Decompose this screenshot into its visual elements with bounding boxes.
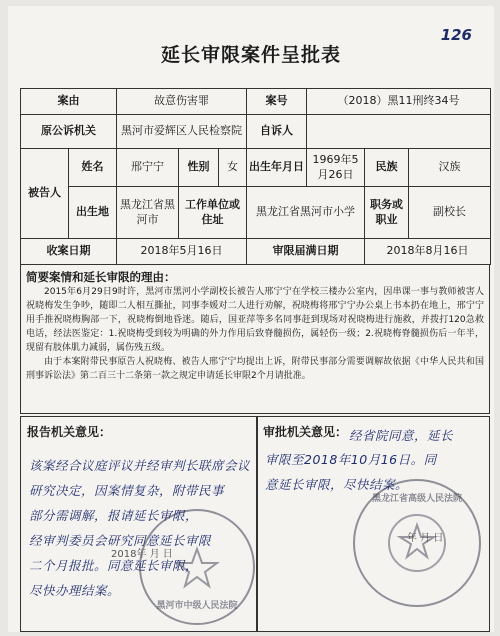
birth-value: 1969年5月26日 bbox=[307, 149, 365, 187]
birthplace-value: 黑龙江省黑河市 bbox=[117, 187, 179, 239]
handwriting-line: 意延长审限，尽快结案。 bbox=[265, 477, 409, 492]
received-date-label: 收案日期 bbox=[21, 239, 117, 265]
employer-label: 工作单位或住址 bbox=[179, 187, 247, 239]
received-date-value: 2018年5月16日 bbox=[117, 239, 247, 265]
prosecutor-value: 黑河市爱辉区人民检察院 bbox=[117, 115, 247, 149]
birthplace-label: 出生地 bbox=[69, 187, 117, 239]
prosecutor-label: 原公诉机关 bbox=[21, 115, 117, 149]
defendant-label: 被告人 bbox=[21, 149, 69, 239]
birth-label: 出生年月日 bbox=[247, 149, 307, 187]
employer-value: 黑龙江省黑河市小学 bbox=[247, 187, 365, 239]
court-seal-text: 黑河市中级人民法院 bbox=[156, 601, 238, 611]
approval-heading: 审批机关意见： bbox=[263, 425, 348, 439]
case-cause-value: 故意伤害罪 bbox=[117, 89, 247, 115]
handwriting-line: 部分需调解，报请延长审限， bbox=[29, 508, 199, 523]
facts-paragraph: 2015年6月29日9时许，黑河市黑河小学副校长被告人邢宁宁在学校三楼办公室内，因串课一事与教师被害人祝晓梅发生争吵，随即二人相互撕扯，同事李媛对二人进行劝解，祝晓梅将邢宁宁办公桌上书本扔在地上，邢宁宁用手推祝晓梅胸部一下，祝晓梅倒地昏迷。随后，国亚萍等多名同事赶到现场对祝晓梅进行施救，并拨打120急救电话，经法医鉴定：1.祝晓梅受到较为明确的外力作用后致脊髓损伤，属轻伤一级；2.祝晓梅脊髓损伤后一年半，现留有肢体肌力减弱，属伤残五级。 bbox=[26, 287, 484, 353]
page-number: 126 bbox=[440, 26, 472, 44]
deadline-value: 2018年8月16日 bbox=[365, 239, 491, 265]
private-plaintiff-value bbox=[307, 115, 491, 149]
high-court-seal-text: 黑龙江省高级人民法院 bbox=[371, 494, 462, 504]
facts-body bbox=[26, 285, 484, 383]
approval-handwriting-2 bbox=[265, 447, 483, 497]
report-date: 2018年 月 日 bbox=[111, 549, 173, 560]
approval-opinion-section bbox=[256, 416, 490, 632]
position-value: 副校长 bbox=[409, 187, 491, 239]
case-facts-section bbox=[20, 264, 490, 414]
handwriting-line: 审限至2018年10月16日。同 bbox=[265, 452, 437, 467]
ethnicity-label: 民族 bbox=[365, 149, 409, 187]
case-no-value: （2018）黑11刑终34号 bbox=[307, 89, 491, 115]
report-handwriting bbox=[29, 453, 251, 603]
private-plaintiff-label: 自诉人 bbox=[247, 115, 307, 149]
case-info-table bbox=[20, 88, 491, 265]
approval-date: 年 月 日 bbox=[407, 533, 444, 544]
gender-value: 女 bbox=[219, 149, 247, 187]
gender-label: 性别 bbox=[179, 149, 219, 187]
report-opinion-section bbox=[20, 416, 258, 632]
approval-handwriting-1 bbox=[349, 423, 483, 448]
name-label: 姓名 bbox=[69, 149, 117, 187]
report-heading: 报告机关意见： bbox=[27, 425, 112, 439]
handwriting-line: 经审判委员会研究同意延长审限 bbox=[29, 533, 212, 548]
ethnicity-value: 汉族 bbox=[409, 149, 491, 187]
facts-paragraph: 由于本案附带民事原告人祝晓梅、被告人邢宁宁均提出上诉，附带民事部分需要调解故依据《中华人民共和国刑事诉讼法》第二百三十二条第一款之规定申请延长审限2个月请批准。 bbox=[26, 357, 484, 381]
handwriting-line: 尽快办理结案。 bbox=[29, 583, 121, 598]
position-label: 职务或职业 bbox=[365, 187, 409, 239]
document-page bbox=[8, 6, 494, 632]
deadline-label: 审限届满日期 bbox=[247, 239, 365, 265]
facts-heading: 简要案情和延长审限的理由： bbox=[26, 270, 176, 284]
name-value: 邢宁宁 bbox=[117, 149, 179, 187]
handwriting-line: 二个月报批。同意延长审限， bbox=[29, 558, 199, 573]
handwriting-line: 该案经合议庭评议并经审判长联席会议 bbox=[29, 458, 251, 473]
case-cause-label: 案由 bbox=[21, 89, 117, 115]
page-title: 延长审限案件呈批表 bbox=[160, 44, 341, 66]
case-no-label: 案号 bbox=[247, 89, 307, 115]
handwriting-line: 研究决定，因案情复杂，附带民事 bbox=[29, 483, 225, 498]
handwriting-line: 经省院同意，延长 bbox=[349, 428, 454, 443]
